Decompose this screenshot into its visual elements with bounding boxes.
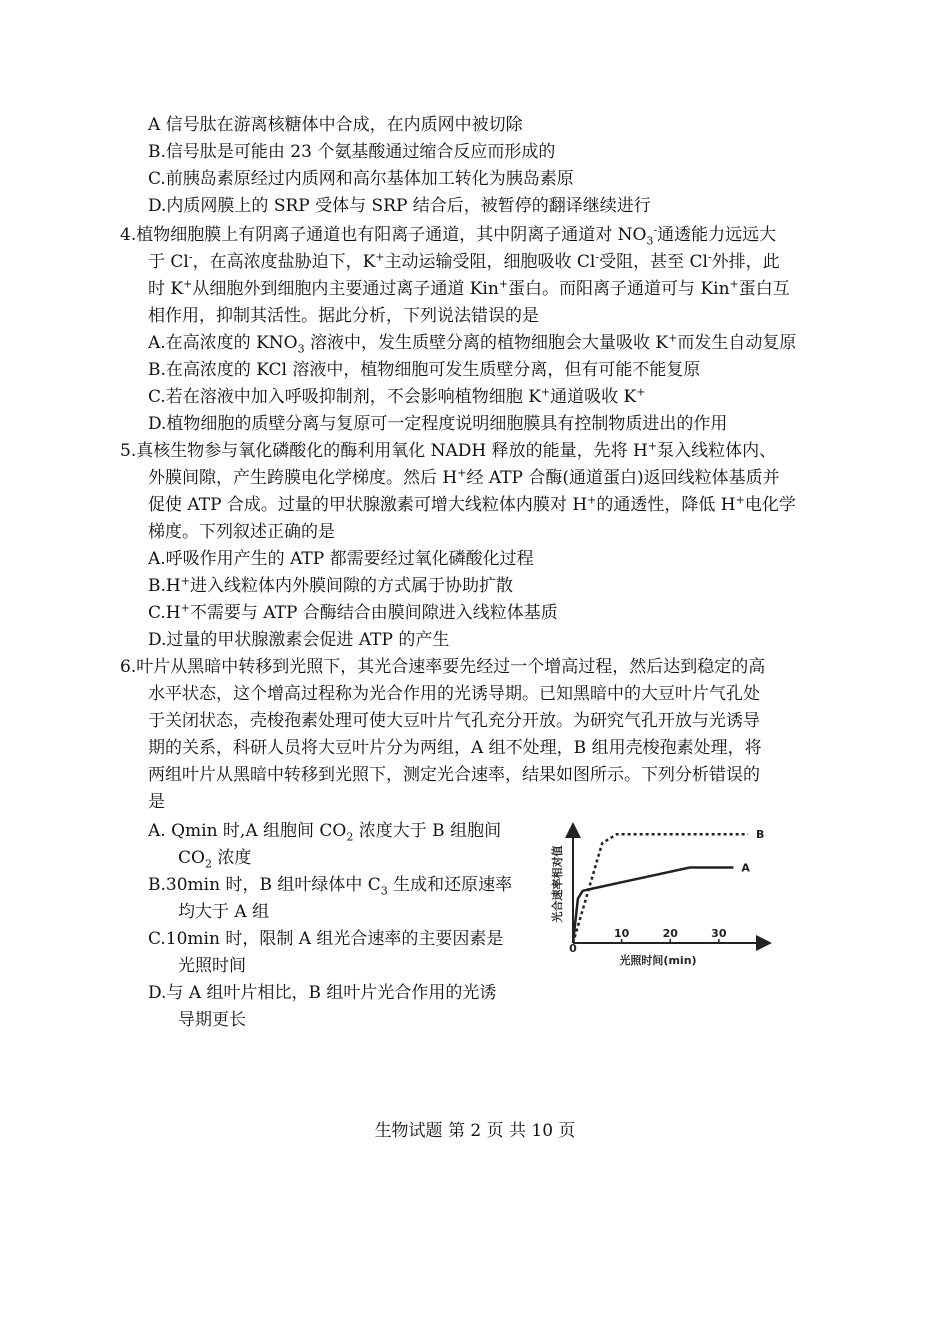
q6-option-c-line-2: 光照时间 [178,956,246,976]
q6-option-a-line-2: $CO_2$ 浓度 [178,848,252,871]
q6-option-b-line-2: 均大于 A 组 [178,902,270,922]
x-axis-label: 光照时间(min) [619,954,697,967]
q4-stem-line-2: 于 Cl-，在高浓度盐胁迫下，K+主动运输受阻，细胞吸收 Cl-受阻，甚至 Cl-外排，此 [148,250,780,272]
series-a-line [573,868,733,944]
photosynthesis-chart [548,822,780,974]
q5-stem-line-2: 外膜间隙，产生跨膜电化学梯度。然后 H+经 ATP 合酶(通道蛋白)返回线粒体基质并 [148,466,780,488]
q5-option-a: A.呼吸作用产生的 ATP 都需要经过氧化磷酸化过程 [148,549,534,569]
q4-option-c: C.若在溶液中加入呼吸抑制剂，不会影响植物细胞 K+通道吸收 K+ [148,385,646,407]
q5-option-d: D.过量的甲状腺激素会促进 ATP 的产生 [148,630,450,650]
x-tick-label: 10 [613,927,630,940]
q5-stem-line-4: 梯度。下列叙述正确的是 [148,522,335,542]
q4-option-b: B.在高浓度的 KCl 溶液中，植物细胞可发生质壁分离，但有可能不能复原 [148,360,701,380]
q6-stem-line-6: 是 [148,792,165,812]
q6-option-b-line-1: B.30min 时，B 组叶绿体中 $C_3$ 生成和还原速率 [148,875,513,898]
q4-option-d: D.植物细胞的质壁分离与复原可一定程度说明细胞膜具有控制物质进出的作用 [148,414,728,434]
x-tick-label: 20 [662,927,678,940]
q3-option-c: C.前胰岛素原经过内质网和高尔基体加工转化为胰岛素原 [148,169,574,189]
series-a-label: A [741,861,750,875]
q6-stem-line-2: 水平状态，这个增高过程称为光合作用的光诱导期。已知黑暗中的大豆叶片气孔处 [148,684,760,704]
page-footer: 生物试题 第 2 页 共 10 页 [374,1121,576,1141]
q4-stem-line-3: 时 K+从细胞外到细胞内主要通过离子通道 Kin+蛋白。而阳离子通道可与 Kin+蛋白互 [148,277,790,299]
series-b-label: B [756,828,765,842]
q3-option-b: B.信号肽是可能由 23 个氨基酸通过缩合反应而形成的 [148,142,556,162]
q6-stem-line-3: 于关闭状态，壳梭孢素处理可使大豆叶片气孔充分开放。为研究气孔开放与光诱导 [148,711,760,731]
q4-option-a: A.在高浓度的 $KNO_3$ 溶液中，发生质壁分离的植物细胞会大量吸收 K+而发生自动复原 [148,331,797,356]
q4-stem-line-4: 相作用，抑制其活性。据此分析，下列说法错误的是 [148,306,539,326]
origin-label: 0 [569,942,577,955]
q6-stem-line-4: 期的关系，科研人员将大豆叶片分为两组，A 组不处理，B 组用壳梭孢素处理，将 [148,738,762,758]
q5-option-c: C.H+不需要与 ATP 合酶结合由膜间隙进入线粒体基质 [148,601,558,623]
q6-option-c-line-1: C.10min 时，限制 A 组光合速率的主要因素是 [148,929,504,949]
y-axis-label: 光合速率相对值 [551,845,564,923]
q6-stem-line-5: 两组叶片从黑暗中转移到光照下，测定光合速率，结果如图所示。下列分析错误的 [148,765,760,785]
q6-option-a-line-1: A. Qmin 时,A 组胞间 $CO_2$ 浓度大于 B 组胞间 [148,821,502,844]
q6-option-d-line-2: 导期更长 [178,1010,246,1030]
q3-option-a: A 信号肽在游离核糖体中合成，在内质网中被切除 [148,115,523,135]
q6-option-d-line-1: D.与 A 组叶片相比，B 组叶片光合作用的光诱 [148,983,497,1003]
q3-option-d: D.内质网膜上的 SRP 受体与 SRP 结合后，被暂停的翻译继续进行 [148,196,651,216]
q6-stem-line-1: 6.叶片从黑暗中转移到光照下，其光合速率要先经过一个增高过程，然后达到稳定的高 [120,657,766,677]
q5-stem-line-1: 5.真核生物参与氧化磷酸化的酶利用氧化 NADH 释放的能量，先将 H+泵入线粒体内、 [120,439,777,461]
q5-option-b: B.H+进入线粒体内外膜间隙的方式属于协助扩散 [148,574,513,596]
q4-stem-line-1: 4.植物细胞膜上有阴离子通道也有阳离子通道，其中阴离子通道对 $NO_3^-$通透能力远远大 [120,223,777,248]
q5-stem-line-3: 促使 ATP 合成。过量的甲状腺激素可增大线粒体内膜对 H+的通透性，降低 H+电化学 [148,493,796,515]
x-tick-label: 30 [711,927,727,940]
